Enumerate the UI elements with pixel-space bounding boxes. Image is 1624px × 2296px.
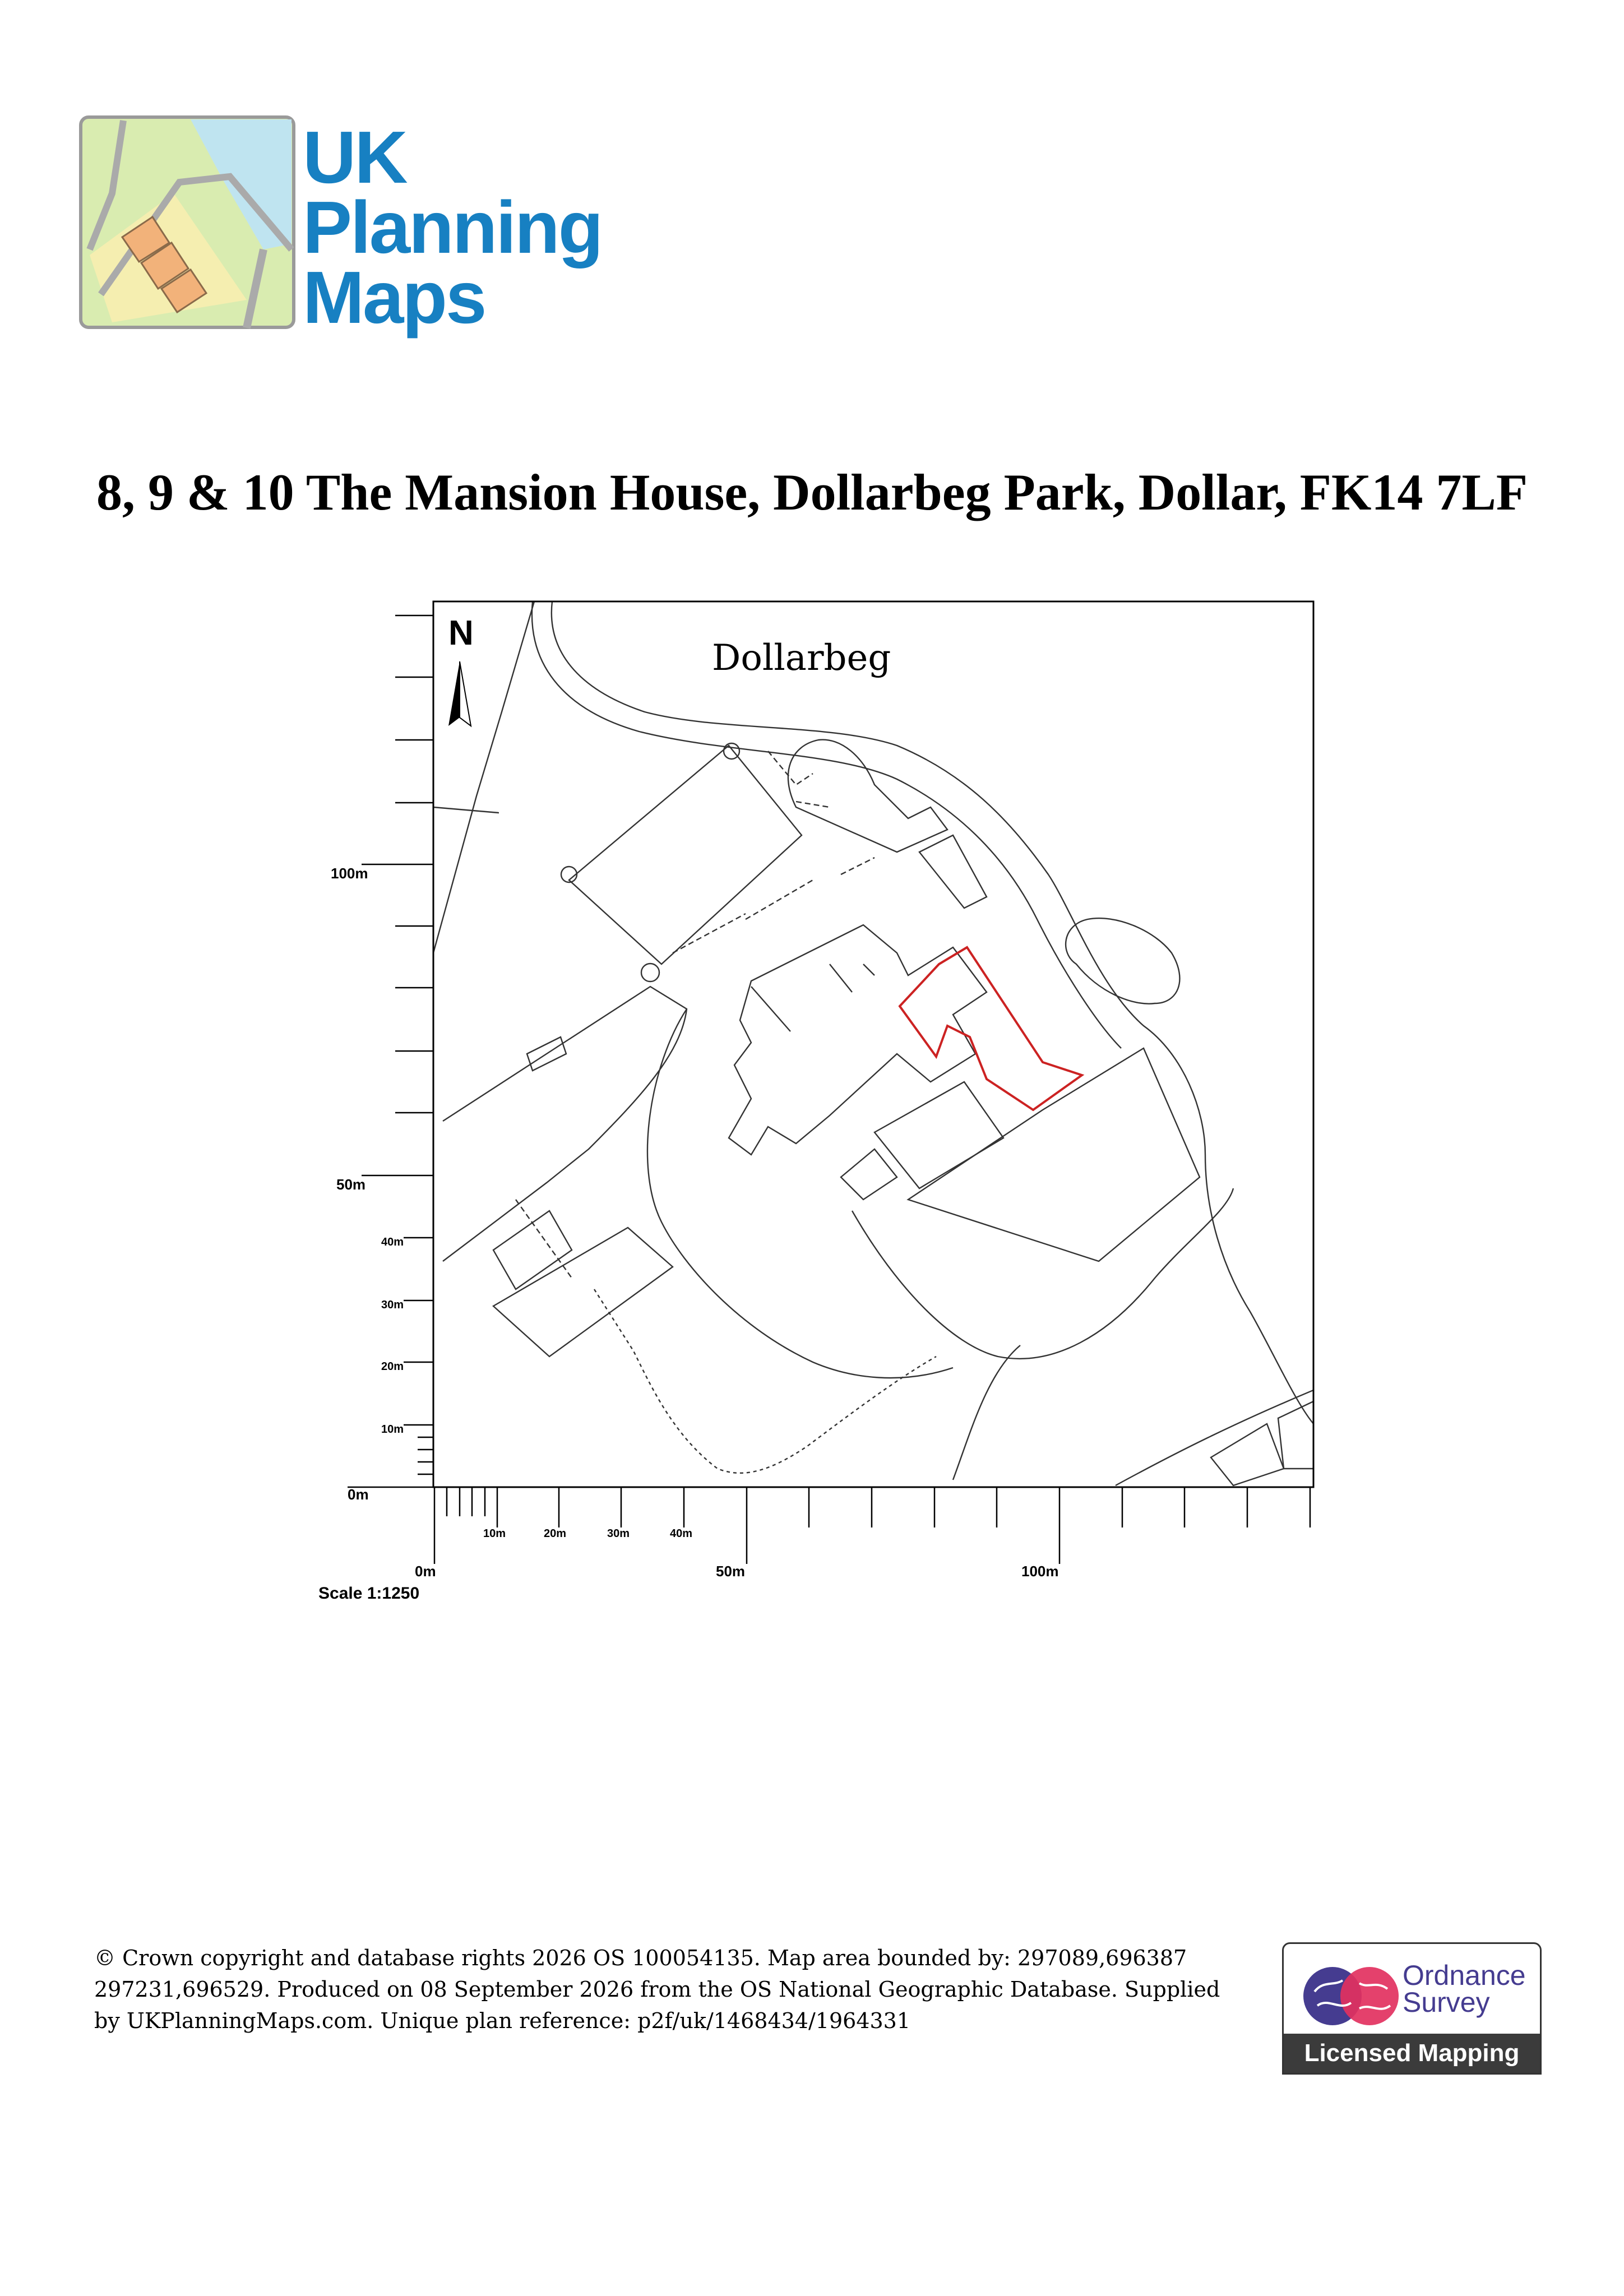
dashed-path (516, 1200, 572, 1278)
uk-planning-maps-logo (78, 115, 605, 345)
bottom-scale-label-10m: 10m (483, 1527, 506, 1540)
boundary-line-west (433, 807, 499, 813)
os-wordmark (1403, 1962, 1526, 2016)
corner-turret (724, 743, 739, 759)
road-south-east (1116, 1390, 1313, 1485)
dashed-feature (673, 858, 875, 953)
site-location-map (314, 594, 1334, 1626)
left-scale-label-100m: 100m (331, 865, 368, 882)
logo-map-icon (78, 115, 297, 331)
north-arrow (448, 661, 471, 726)
bottom-scale-label-50m: 50m (716, 1563, 746, 1580)
lawn-edge (647, 1009, 953, 1378)
left-scale-label-40m: 40m (381, 1236, 404, 1248)
licensed-mapping-banner: Licensed Mapping (1284, 2034, 1540, 2073)
north-building (788, 740, 947, 852)
bottom-scale-label-100m: 100m (1021, 1563, 1059, 1580)
gatehouse (919, 835, 987, 908)
site-boundary (900, 947, 1082, 1110)
mansion-internal-lines (751, 964, 875, 1031)
left-scale-label-20m: 20m (381, 1360, 404, 1373)
road-edge-outer (552, 601, 1313, 1424)
bottom-scale-label-40m: 40m (670, 1527, 693, 1540)
bottom-scale-label-20m: 20m (544, 1527, 567, 1540)
scale-ratio-label: Scale 1:1250 (318, 1584, 420, 1603)
bottom-scale-labels (318, 1527, 1059, 1603)
logo-text-planning: Planning (303, 186, 602, 269)
bottom-scale-label-0m: 0m (415, 1563, 436, 1580)
left-scale-label-0m: 0m (348, 1486, 369, 1503)
lane-west (433, 601, 534, 953)
map-features (433, 601, 1313, 1485)
os-wordmark-line1: Ordnance (1403, 1960, 1526, 1991)
os-wordmark-line2: Survey (1403, 1987, 1490, 2018)
bottom-scale (434, 1487, 1310, 1564)
map-border (433, 601, 1313, 1487)
house-south-east (1211, 1424, 1284, 1485)
house-south-east (1278, 1401, 1313, 1469)
plot-south-west (493, 1228, 673, 1357)
courtyard-west (569, 746, 802, 964)
logo-text-uk: UK (303, 116, 406, 198)
drive-south (953, 1345, 1020, 1480)
east-yard (908, 1048, 1200, 1261)
place-label-dollarbeg: Dollarbeg (712, 637, 891, 679)
left-scale-label-10m: 10m (381, 1423, 404, 1436)
left-scale-label-50m: 50m (336, 1176, 366, 1193)
logo-text-maps: Maps (303, 256, 485, 339)
north-label: N (448, 614, 474, 652)
drive-edge (852, 1188, 1233, 1359)
left-scale-labels (331, 865, 404, 1503)
bottom-scale-label-30m: 30m (607, 1527, 630, 1540)
small-building (841, 1149, 897, 1200)
footpath (594, 1289, 936, 1473)
os-licensed-mapping-badge (1282, 1942, 1542, 2075)
os-logo-icon (1298, 1958, 1404, 2036)
copyright-notice: © Crown copyright and database rights 2026 OS 100054135. Map area bounded by: 297089,696387 297231,696529. Produced on 08 September 2026 from the OS National Geographic Database. Supplied by UKPlanningMaps.com. Unique plan reference: p2f/uk/1468434/1964331 (94, 1946, 1220, 2033)
corner-turret (641, 964, 659, 982)
garden-wall (443, 987, 687, 1261)
left-scale-label-30m: 30m (381, 1299, 404, 1311)
roundabout-island (1066, 918, 1179, 1004)
left-scale (348, 615, 433, 1487)
page-title: 8, 9 & 10 The Mansion House, Dollarbeg Park, Dollar, FK14 7LF (96, 464, 1528, 521)
